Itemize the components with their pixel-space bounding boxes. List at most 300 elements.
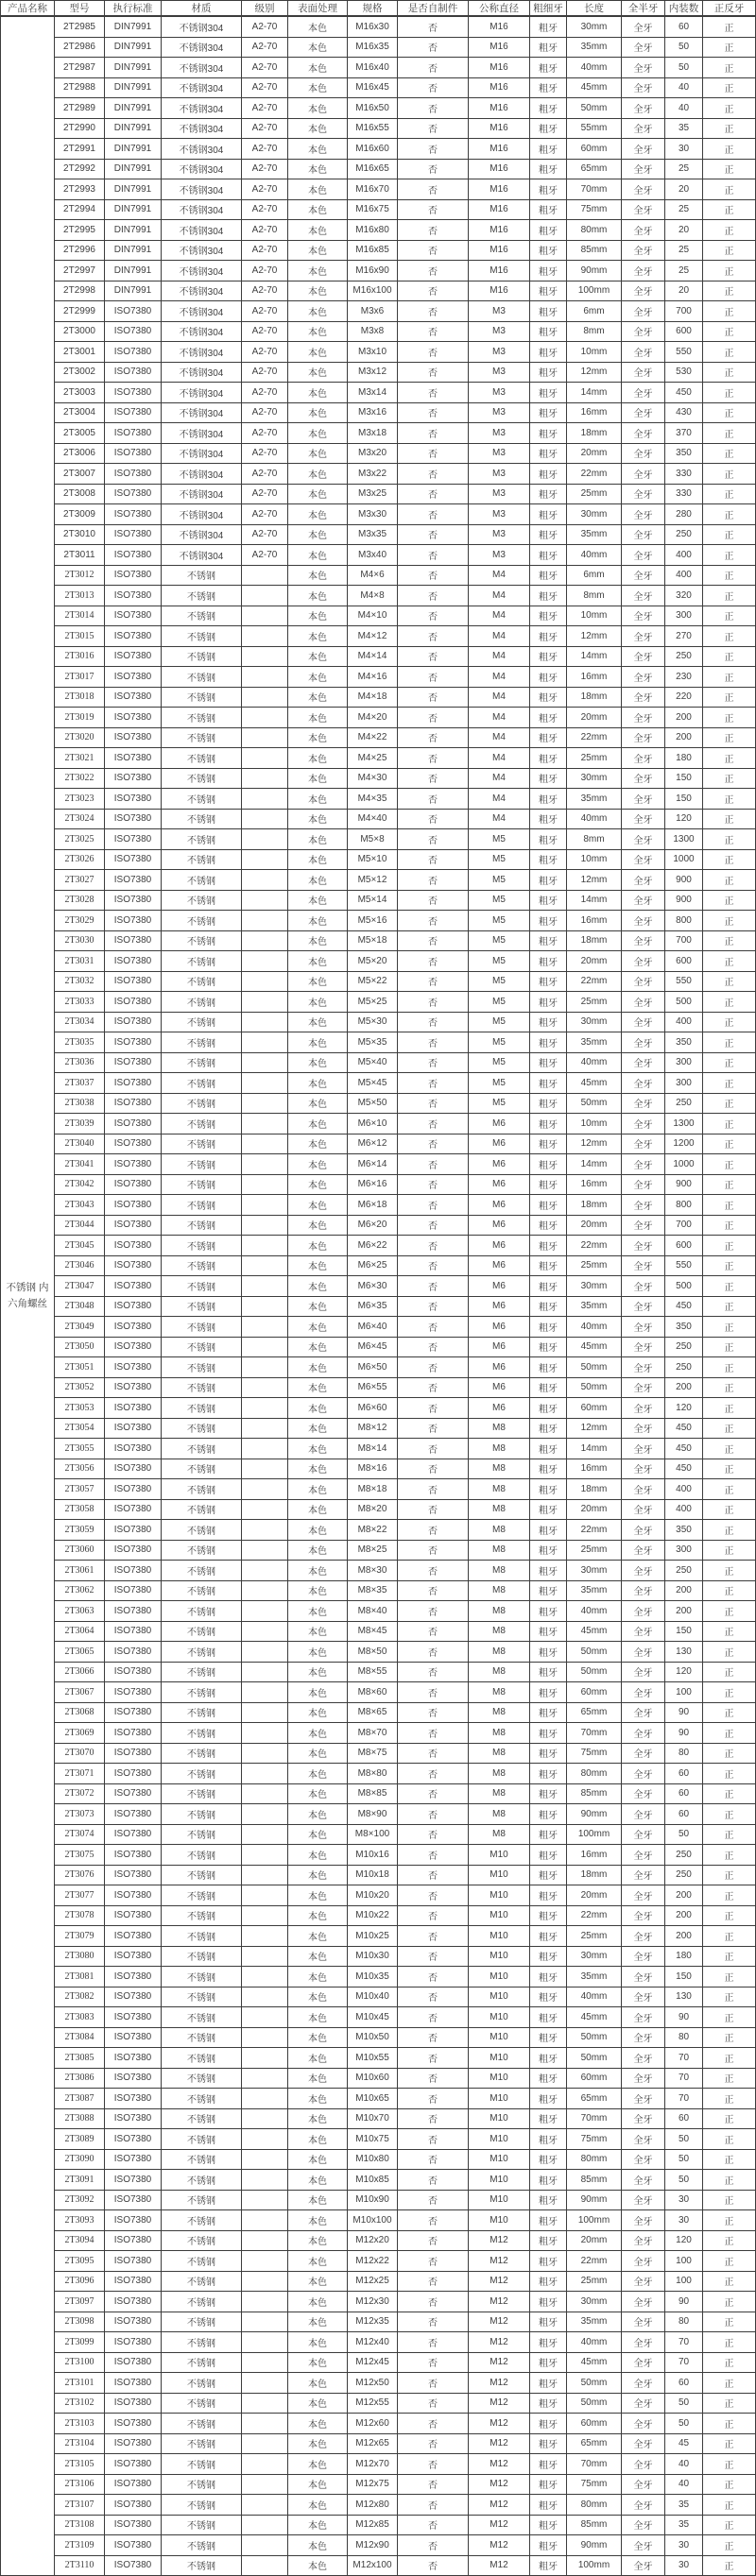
cell-thread-coverage: 全牙 bbox=[622, 971, 665, 992]
cell-thread-pitch: 粗牙 bbox=[530, 1580, 567, 1601]
cell-diameter: M4 bbox=[469, 626, 530, 647]
cell-length: 10mm bbox=[567, 849, 622, 870]
cell-material: 不锈钢 bbox=[162, 1439, 242, 1459]
table-row bbox=[1, 1012, 756, 1032]
cell-self-made: 否 bbox=[398, 2535, 469, 2556]
cell-thread-coverage: 全牙 bbox=[622, 565, 665, 586]
cell-self-made: 否 bbox=[398, 626, 469, 647]
cell-standard: ISO7380 bbox=[105, 809, 162, 829]
cell-standard: ISO7380 bbox=[105, 1479, 162, 1500]
cell-spec: M8×85 bbox=[348, 1783, 398, 1804]
cell-thread-coverage: 全牙 bbox=[622, 1215, 665, 1236]
cell-direction: 正 bbox=[703, 2414, 756, 2434]
cell-material: 不锈钢 bbox=[162, 1601, 242, 1622]
cell-model: 2T3030 bbox=[55, 930, 105, 951]
cell-surface: 本色 bbox=[288, 423, 348, 444]
cell-surface: 本色 bbox=[288, 1540, 348, 1561]
cell-diameter: M3 bbox=[469, 321, 530, 342]
cell-pack-qty: 700 bbox=[665, 930, 703, 951]
cell-material: 不锈钢 bbox=[162, 565, 242, 586]
cell-self-made: 否 bbox=[398, 708, 469, 728]
cell-surface: 本色 bbox=[288, 1114, 348, 1134]
table-row bbox=[1, 261, 756, 281]
cell-pack-qty: 300 bbox=[665, 1052, 703, 1073]
cell-surface: 本色 bbox=[288, 362, 348, 383]
cell-grade bbox=[242, 829, 288, 850]
cell-thread-coverage: 全牙 bbox=[622, 1032, 665, 1053]
cell-self-made: 否 bbox=[398, 1398, 469, 1419]
cell-thread-pitch: 粗牙 bbox=[530, 1377, 567, 1398]
cell-thread-pitch: 粗牙 bbox=[530, 2535, 567, 2556]
cell-self-made: 否 bbox=[398, 2007, 469, 2028]
cell-diameter: M5 bbox=[469, 911, 530, 931]
cell-grade bbox=[242, 2555, 288, 2576]
cell-diameter: M3 bbox=[469, 524, 530, 545]
table-row bbox=[1, 1946, 756, 1967]
cell-direction: 正 bbox=[703, 2108, 756, 2129]
cell-self-made: 否 bbox=[398, 2251, 469, 2272]
table-row bbox=[1, 1621, 756, 1642]
cell-length: 30mm bbox=[567, 768, 622, 789]
cell-direction: 正 bbox=[703, 768, 756, 789]
cell-standard: DIN7991 bbox=[105, 77, 162, 98]
cell-pack-qty: 250 bbox=[665, 1561, 703, 1581]
cell-grade bbox=[242, 1357, 288, 1378]
cell-standard: DIN7991 bbox=[105, 281, 162, 301]
cell-standard: ISO7380 bbox=[105, 1439, 162, 1459]
cell-direction: 正 bbox=[703, 383, 756, 403]
cell-grade bbox=[242, 2027, 288, 2048]
cell-grade bbox=[242, 606, 288, 626]
col-header-product-name: 产品名称 bbox=[1, 1, 55, 17]
table-row bbox=[1, 301, 756, 322]
table-row bbox=[1, 829, 756, 850]
table-row bbox=[1, 1154, 756, 1175]
cell-length: 50mm bbox=[567, 2027, 622, 2048]
cell-spec: M16x35 bbox=[348, 37, 398, 58]
cell-thread-coverage: 全牙 bbox=[622, 2292, 665, 2312]
cell-direction: 正 bbox=[703, 565, 756, 586]
cell-diameter: M16 bbox=[469, 98, 530, 119]
cell-thread-pitch: 粗牙 bbox=[530, 2292, 567, 2312]
table-row bbox=[1, 1134, 756, 1154]
cell-diameter: M4 bbox=[469, 606, 530, 626]
cell-thread-coverage: 全牙 bbox=[622, 1743, 665, 1764]
cell-self-made: 否 bbox=[398, 16, 469, 37]
cell-pack-qty: 400 bbox=[665, 1499, 703, 1520]
cell-pack-qty: 80 bbox=[665, 2312, 703, 2332]
cell-material: 不锈钢304 bbox=[162, 504, 242, 525]
cell-thread-coverage: 全牙 bbox=[622, 342, 665, 363]
cell-standard: ISO7380 bbox=[105, 2149, 162, 2170]
cell-surface: 本色 bbox=[288, 2555, 348, 2576]
cell-thread-pitch: 粗牙 bbox=[530, 768, 567, 789]
table-row bbox=[1, 98, 756, 119]
cell-model: 2T3036 bbox=[55, 1052, 105, 1073]
cell-spec: M6×30 bbox=[348, 1276, 398, 1297]
cell-standard: ISO7380 bbox=[105, 1764, 162, 1784]
cell-grade: A2-70 bbox=[242, 423, 288, 444]
cell-thread-pitch: 粗牙 bbox=[530, 77, 567, 98]
cell-length: 18mm bbox=[567, 1195, 622, 1216]
cell-grade bbox=[242, 1398, 288, 1419]
cell-material: 不锈钢 bbox=[162, 667, 242, 688]
cell-thread-coverage: 全牙 bbox=[622, 1845, 665, 1866]
cell-spec: M4×35 bbox=[348, 789, 398, 810]
cell-thread-pitch: 粗牙 bbox=[530, 1926, 567, 1947]
cell-spec: M8×70 bbox=[348, 1723, 398, 1744]
cell-self-made: 否 bbox=[398, 2373, 469, 2394]
cell-thread-coverage: 全牙 bbox=[622, 2108, 665, 2129]
cell-model: 2T3059 bbox=[55, 1520, 105, 1541]
cell-thread-pitch: 粗牙 bbox=[530, 2251, 567, 2272]
cell-standard: ISO7380 bbox=[105, 586, 162, 606]
cell-spec: M3x35 bbox=[348, 524, 398, 545]
col-header-diameter: 公称直径 bbox=[469, 1, 530, 17]
cell-spec: M6×40 bbox=[348, 1317, 398, 1338]
cell-pack-qty: 250 bbox=[665, 646, 703, 667]
table-row bbox=[1, 2007, 756, 2028]
cell-model: 2T3007 bbox=[55, 464, 105, 485]
cell-direction: 正 bbox=[703, 423, 756, 444]
cell-length: 80mm bbox=[567, 220, 622, 241]
cell-thread-coverage: 全牙 bbox=[622, 2312, 665, 2332]
cell-length: 20mm bbox=[567, 443, 622, 464]
cell-material: 不锈钢 bbox=[162, 1804, 242, 1825]
table-row bbox=[1, 1114, 756, 1134]
cell-pack-qty: 280 bbox=[665, 504, 703, 525]
cell-material: 不锈钢 bbox=[162, 1682, 242, 1703]
cell-direction: 正 bbox=[703, 1702, 756, 1723]
cell-length: 6mm bbox=[567, 301, 622, 322]
cell-standard: ISO7380 bbox=[105, 2027, 162, 2048]
table-row bbox=[1, 77, 756, 98]
cell-material: 不锈钢 bbox=[162, 1723, 242, 1744]
cell-length: 45mm bbox=[567, 77, 622, 98]
table-row bbox=[1, 1783, 756, 1804]
cell-material: 不锈钢 bbox=[162, 1764, 242, 1784]
table-row bbox=[1, 849, 756, 870]
cell-pack-qty: 40 bbox=[665, 2454, 703, 2475]
cell-standard: ISO7380 bbox=[105, 911, 162, 931]
cell-thread-pitch: 粗牙 bbox=[530, 1276, 567, 1297]
cell-length: 22mm bbox=[567, 1905, 622, 1926]
cell-surface: 本色 bbox=[288, 2414, 348, 2434]
cell-length: 14mm bbox=[567, 1439, 622, 1459]
col-header-material: 材质 bbox=[162, 1, 242, 17]
cell-standard: ISO7380 bbox=[105, 1093, 162, 1114]
cell-spec: M16x85 bbox=[348, 240, 398, 261]
cell-length: 12mm bbox=[567, 870, 622, 891]
cell-surface: 本色 bbox=[288, 1174, 348, 1195]
cell-thread-pitch: 粗牙 bbox=[530, 1905, 567, 1926]
cell-spec: M5×10 bbox=[348, 849, 398, 870]
cell-thread-pitch: 粗牙 bbox=[530, 2393, 567, 2414]
cell-material: 不锈钢 bbox=[162, 1012, 242, 1032]
cell-model: 2T3017 bbox=[55, 667, 105, 688]
cell-thread-pitch: 粗牙 bbox=[530, 992, 567, 1013]
cell-self-made: 否 bbox=[398, 748, 469, 769]
cell-pack-qty: 60 bbox=[665, 2373, 703, 2394]
table-row bbox=[1, 2027, 756, 2048]
cell-thread-coverage: 全牙 bbox=[622, 768, 665, 789]
cell-model: 2T3009 bbox=[55, 504, 105, 525]
cell-direction: 正 bbox=[703, 1398, 756, 1419]
cell-material: 不锈钢 bbox=[162, 2027, 242, 2048]
cell-model: 2T3051 bbox=[55, 1357, 105, 1378]
cell-surface: 本色 bbox=[288, 951, 348, 972]
cell-length: 30mm bbox=[567, 504, 622, 525]
table-row bbox=[1, 1236, 756, 1256]
cell-grade bbox=[242, 1723, 288, 1744]
table-row bbox=[1, 2129, 756, 2150]
cell-pack-qty: 450 bbox=[665, 1418, 703, 1439]
cell-thread-coverage: 全牙 bbox=[622, 1276, 665, 1297]
cell-thread-pitch: 粗牙 bbox=[530, 1317, 567, 1338]
table-row bbox=[1, 2555, 756, 2576]
cell-self-made: 否 bbox=[398, 646, 469, 667]
cell-diameter: M10 bbox=[469, 1987, 530, 2007]
cell-pack-qty: 30 bbox=[665, 139, 703, 160]
cell-thread-pitch: 粗牙 bbox=[530, 1174, 567, 1195]
cell-pack-qty: 300 bbox=[665, 606, 703, 626]
cell-thread-pitch: 粗牙 bbox=[530, 2048, 567, 2069]
cell-surface: 本色 bbox=[288, 2312, 348, 2332]
cell-standard: ISO7380 bbox=[105, 2332, 162, 2353]
table-row bbox=[1, 911, 756, 931]
cell-spec: M12x30 bbox=[348, 2292, 398, 2312]
cell-spec: M10x18 bbox=[348, 1865, 398, 1885]
table-row bbox=[1, 1459, 756, 1479]
cell-pack-qty: 450 bbox=[665, 1439, 703, 1459]
cell-direction: 正 bbox=[703, 1032, 756, 1053]
cell-self-made: 否 bbox=[398, 2474, 469, 2495]
cell-direction: 正 bbox=[703, 1195, 756, 1216]
cell-thread-pitch: 粗牙 bbox=[530, 687, 567, 708]
table-row bbox=[1, 1642, 756, 1663]
cell-thread-coverage: 全牙 bbox=[622, 1296, 665, 1317]
cell-surface: 本色 bbox=[288, 992, 348, 1013]
cell-model: 2T3054 bbox=[55, 1418, 105, 1439]
cell-self-made: 否 bbox=[398, 1337, 469, 1357]
cell-surface: 本色 bbox=[288, 748, 348, 769]
cell-self-made: 否 bbox=[398, 1580, 469, 1601]
cell-standard: ISO7380 bbox=[105, 2495, 162, 2516]
cell-self-made: 否 bbox=[398, 118, 469, 139]
cell-surface: 本色 bbox=[288, 2149, 348, 2170]
cell-spec: M8×16 bbox=[348, 1459, 398, 1479]
cell-material: 不锈钢304 bbox=[162, 37, 242, 58]
cell-spec: M12x20 bbox=[348, 2230, 398, 2251]
cell-standard: ISO7380 bbox=[105, 2352, 162, 2373]
cell-direction: 正 bbox=[703, 1621, 756, 1642]
cell-grade bbox=[242, 911, 288, 931]
cell-length: 25mm bbox=[567, 748, 622, 769]
cell-diameter: M12 bbox=[469, 2555, 530, 2576]
table-row bbox=[1, 1357, 756, 1378]
cell-diameter: M3 bbox=[469, 443, 530, 464]
cell-thread-coverage: 全牙 bbox=[622, 2332, 665, 2353]
cell-diameter: M8 bbox=[469, 1621, 530, 1642]
cell-surface: 本色 bbox=[288, 586, 348, 606]
table-row bbox=[1, 16, 756, 37]
table-header bbox=[1, 1, 756, 17]
cell-self-made: 否 bbox=[398, 545, 469, 566]
cell-grade bbox=[242, 1236, 288, 1256]
cell-model: 2T3072 bbox=[55, 1783, 105, 1804]
cell-material: 不锈钢 bbox=[162, 1479, 242, 1500]
cell-thread-pitch: 粗牙 bbox=[530, 58, 567, 78]
cell-self-made: 否 bbox=[398, 1499, 469, 1520]
cell-thread-coverage: 全牙 bbox=[622, 1520, 665, 1541]
cell-self-made: 否 bbox=[398, 1195, 469, 1216]
cell-thread-pitch: 粗牙 bbox=[530, 2108, 567, 2129]
cell-thread-coverage: 全牙 bbox=[622, 2027, 665, 2048]
cell-thread-pitch: 粗牙 bbox=[530, 524, 567, 545]
table-row bbox=[1, 1398, 756, 1419]
cell-thread-coverage: 全牙 bbox=[622, 2251, 665, 2272]
cell-thread-coverage: 全牙 bbox=[622, 2210, 665, 2231]
cell-surface: 本色 bbox=[288, 240, 348, 261]
cell-length: 60mm bbox=[567, 1398, 622, 1419]
table-row bbox=[1, 1723, 756, 1744]
cell-model: 2T2994 bbox=[55, 199, 105, 220]
cell-standard: ISO7380 bbox=[105, 1702, 162, 1723]
cell-grade bbox=[242, 667, 288, 688]
cell-direction: 正 bbox=[703, 2048, 756, 2069]
cell-grade: A2-70 bbox=[242, 524, 288, 545]
cell-diameter: M10 bbox=[469, 1905, 530, 1926]
cell-thread-coverage: 全牙 bbox=[622, 992, 665, 1013]
cell-pack-qty: 90 bbox=[665, 1723, 703, 1744]
cell-pack-qty: 350 bbox=[665, 1520, 703, 1541]
cell-thread-pitch: 粗牙 bbox=[530, 1114, 567, 1134]
cell-direction: 正 bbox=[703, 1804, 756, 1825]
cell-direction: 正 bbox=[703, 2373, 756, 2394]
cell-surface: 本色 bbox=[288, 1702, 348, 1723]
cell-grade: A2-70 bbox=[242, 545, 288, 566]
cell-thread-pitch: 粗牙 bbox=[530, 2007, 567, 2028]
cell-direction: 正 bbox=[703, 2535, 756, 2556]
cell-material: 不锈钢 bbox=[162, 1743, 242, 1764]
cell-thread-coverage: 全牙 bbox=[622, 606, 665, 626]
cell-material: 不锈钢304 bbox=[162, 464, 242, 485]
cell-grade bbox=[242, 646, 288, 667]
cell-grade: A2-70 bbox=[242, 443, 288, 464]
cell-thread-pitch: 粗牙 bbox=[530, 1255, 567, 1276]
cell-material: 不锈钢 bbox=[162, 2048, 242, 2069]
cell-thread-coverage: 全牙 bbox=[622, 1580, 665, 1601]
cell-standard: ISO7380 bbox=[105, 1377, 162, 1398]
cell-surface: 本色 bbox=[288, 139, 348, 160]
cell-thread-coverage: 全牙 bbox=[622, 1012, 665, 1032]
cell-surface: 本色 bbox=[288, 524, 348, 545]
cell-diameter: M16 bbox=[469, 58, 530, 78]
table-row bbox=[1, 240, 756, 261]
cell-grade bbox=[242, 849, 288, 870]
cell-length: 30mm bbox=[567, 2292, 622, 2312]
cell-surface: 本色 bbox=[288, 2433, 348, 2454]
cell-material: 不锈钢 bbox=[162, 1702, 242, 1723]
cell-length: 100mm bbox=[567, 1824, 622, 1845]
cell-pack-qty: 320 bbox=[665, 586, 703, 606]
cell-direction: 正 bbox=[703, 667, 756, 688]
cell-diameter: M4 bbox=[469, 646, 530, 667]
cell-model: 2T3098 bbox=[55, 2312, 105, 2332]
cell-length: 30mm bbox=[567, 1276, 622, 1297]
cell-grade bbox=[242, 1337, 288, 1357]
cell-self-made: 否 bbox=[398, 1052, 469, 1073]
cell-material: 不锈钢 bbox=[162, 2190, 242, 2210]
cell-material: 不锈钢 bbox=[162, 1215, 242, 1236]
cell-thread-coverage: 全牙 bbox=[622, 1764, 665, 1784]
cell-direction: 正 bbox=[703, 1662, 756, 1682]
cell-model: 2T3040 bbox=[55, 1134, 105, 1154]
cell-thread-pitch: 粗牙 bbox=[530, 1865, 567, 1885]
cell-grade: A2-70 bbox=[242, 342, 288, 363]
cell-length: 80mm bbox=[567, 1764, 622, 1784]
cell-self-made: 否 bbox=[398, 1662, 469, 1682]
cell-pack-qty: 250 bbox=[665, 1337, 703, 1357]
table-row bbox=[1, 1215, 756, 1236]
cell-material: 不锈钢 bbox=[162, 809, 242, 829]
cell-material: 不锈钢 bbox=[162, 1276, 242, 1297]
cell-thread-coverage: 全牙 bbox=[622, 829, 665, 850]
cell-thread-coverage: 全牙 bbox=[622, 484, 665, 504]
cell-length: 75mm bbox=[567, 1743, 622, 1764]
cell-material: 不锈钢304 bbox=[162, 301, 242, 322]
cell-thread-coverage: 全牙 bbox=[622, 1418, 665, 1439]
cell-pack-qty: 350 bbox=[665, 1317, 703, 1338]
cell-grade bbox=[242, 870, 288, 891]
cell-thread-coverage: 全牙 bbox=[622, 2007, 665, 2028]
cell-direction: 正 bbox=[703, 220, 756, 241]
cell-pack-qty: 250 bbox=[665, 1093, 703, 1114]
cell-standard: DIN7991 bbox=[105, 240, 162, 261]
cell-standard: ISO7380 bbox=[105, 1601, 162, 1622]
table-row bbox=[1, 1174, 756, 1195]
table-row bbox=[1, 2535, 756, 2556]
cell-grade bbox=[242, 1154, 288, 1175]
cell-model: 2T2991 bbox=[55, 139, 105, 160]
table-row bbox=[1, 1479, 756, 1500]
cell-thread-pitch: 粗牙 bbox=[530, 1540, 567, 1561]
cell-standard: ISO7380 bbox=[105, 1743, 162, 1764]
cell-thread-pitch: 粗牙 bbox=[530, 586, 567, 606]
cell-model: 2T3026 bbox=[55, 849, 105, 870]
cell-surface: 本色 bbox=[288, 2271, 348, 2292]
cell-grade bbox=[242, 2089, 288, 2109]
cell-diameter: M10 bbox=[469, 1967, 530, 1987]
cell-self-made: 否 bbox=[398, 2271, 469, 2292]
cell-material: 不锈钢 bbox=[162, 951, 242, 972]
cell-standard: ISO7380 bbox=[105, 1865, 162, 1885]
cell-standard: ISO7380 bbox=[105, 789, 162, 810]
cell-thread-pitch: 粗牙 bbox=[530, 301, 567, 322]
cell-self-made: 否 bbox=[398, 1215, 469, 1236]
cell-length: 100mm bbox=[567, 2555, 622, 2576]
cell-pack-qty: 800 bbox=[665, 911, 703, 931]
cell-model: 2T2993 bbox=[55, 179, 105, 200]
cell-model: 2T3091 bbox=[55, 2170, 105, 2191]
cell-length: 16mm bbox=[567, 667, 622, 688]
cell-spec: M3x10 bbox=[348, 342, 398, 363]
cell-material: 不锈钢 bbox=[162, 687, 242, 708]
cell-standard: ISO7380 bbox=[105, 1012, 162, 1032]
cell-grade bbox=[242, 1601, 288, 1622]
cell-length: 50mm bbox=[567, 1642, 622, 1663]
cell-model: 2T3022 bbox=[55, 768, 105, 789]
